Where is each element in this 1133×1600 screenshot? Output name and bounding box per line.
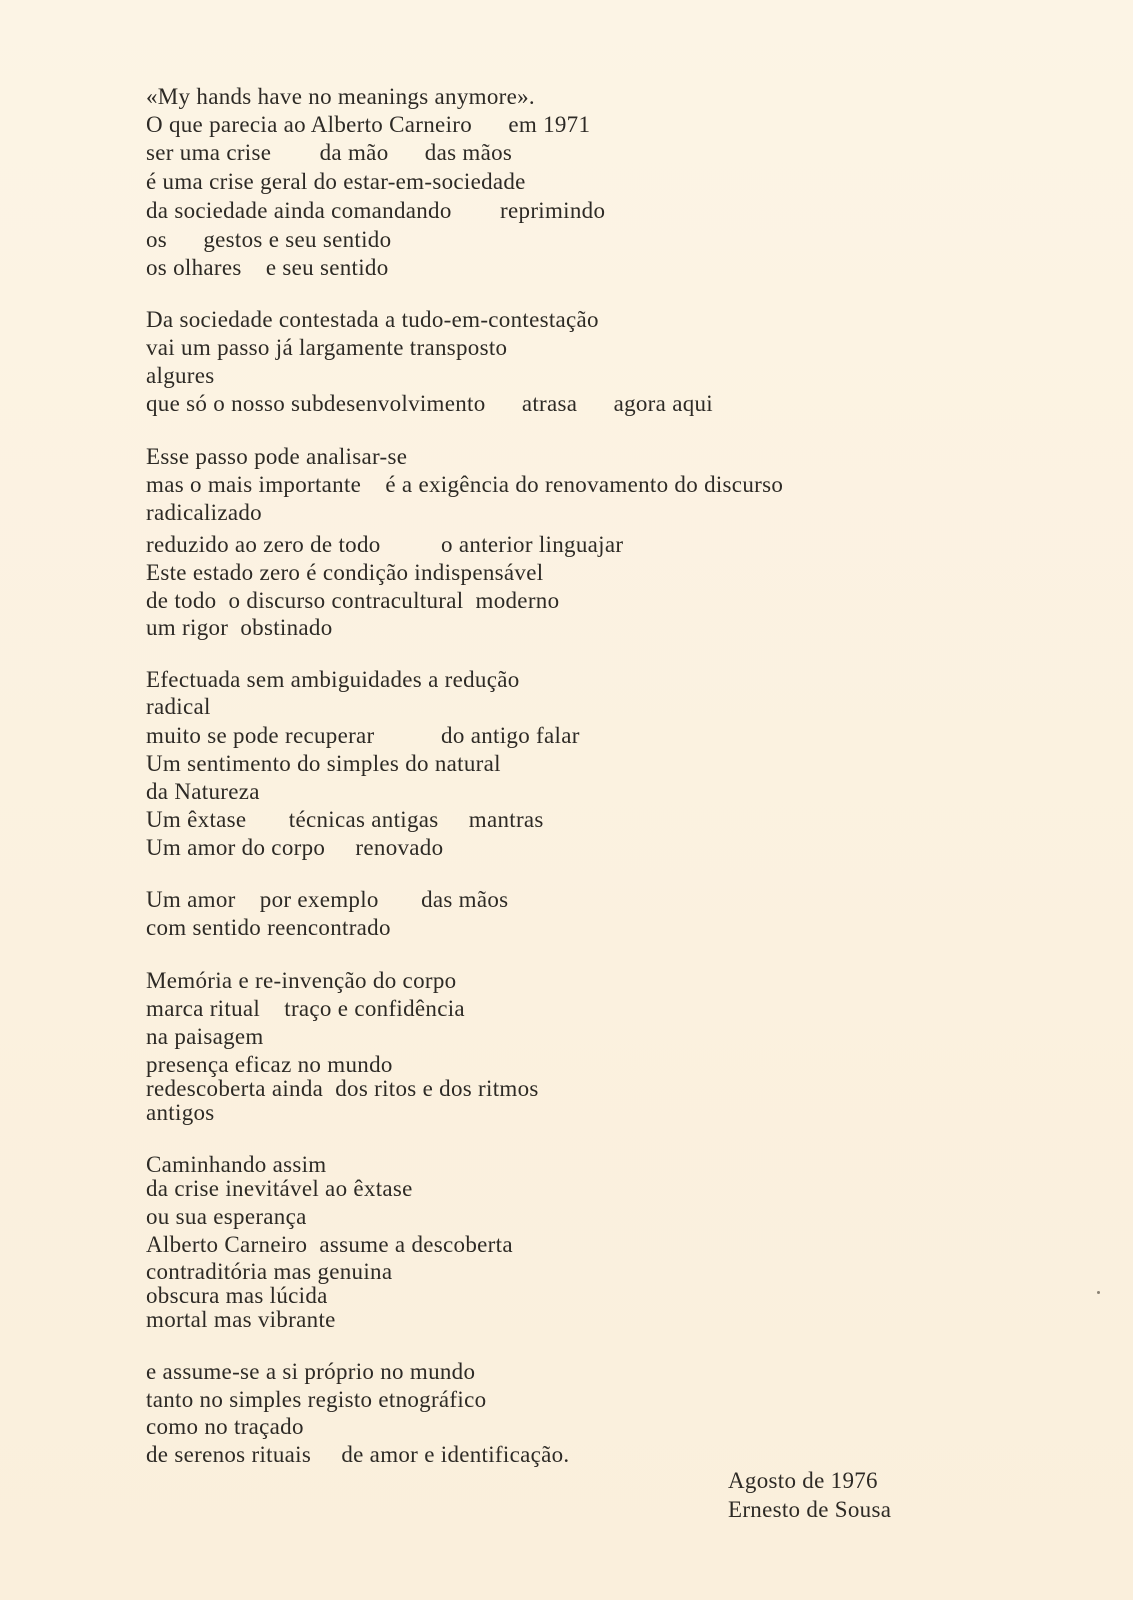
poem-line: radicalizado	[146, 500, 262, 525]
poem-line: antigos	[146, 1100, 215, 1125]
poem-line: muito se pode recuperar do antigo falar	[146, 723, 580, 748]
poem-line: Um sentimento do simples do natural	[146, 751, 501, 776]
signature-date: Agosto de 1976	[728, 1468, 878, 1493]
poem-line: Esse passo pode analisar-se	[146, 444, 408, 469]
poem-line: da sociedade ainda comandando reprimindo	[146, 198, 606, 223]
paper-speck	[1097, 1291, 1100, 1294]
poem-line: radical	[146, 694, 211, 719]
signature-author: Ernesto de Sousa	[728, 1497, 892, 1522]
poem-line: Caminhando assim	[146, 1152, 327, 1177]
poem-line: de todo o discurso contracultural moderno	[146, 588, 560, 613]
poem-line: tanto no simples registo etnográfico	[146, 1387, 487, 1412]
poem-line: «My hands have no meanings anymore».	[146, 84, 535, 109]
poem-line: da crise inevitável ao êxtase	[146, 1176, 413, 1201]
poem-line: é uma crise geral do estar-em-sociedade	[146, 169, 526, 194]
poem-line: Alberto Carneiro assume a descoberta	[146, 1232, 513, 1257]
poem-line: reduzido ao zero de todo o anterior linguajar	[146, 532, 624, 557]
poem-line: contraditória mas genuina	[146, 1259, 393, 1284]
poem-line: que só o nosso subdesenvolvimento atrasa agora aqui	[146, 391, 713, 416]
poem-line: os olhares e seu sentido	[146, 255, 389, 280]
poem-line: os gestos e seu sentido	[146, 227, 392, 252]
poem-line: redescoberta ainda dos ritos e dos ritmos	[146, 1076, 539, 1101]
poem-line: algures	[146, 363, 215, 388]
poem-line: presença eficaz no mundo	[146, 1052, 393, 1077]
poem-line: com sentido reencontrado	[146, 915, 391, 940]
poem-line: mortal mas vibrante	[146, 1307, 336, 1332]
poem-line: Este estado zero é condição indispensável	[146, 560, 544, 585]
poem-line: e assume-se a si próprio no mundo	[146, 1359, 476, 1384]
poem-line: Um amor por exemplo das mãos	[146, 887, 509, 912]
poem-line: Efectuada sem ambiguidades a redução	[146, 667, 520, 692]
poem-line: vai um passo já largamente transposto	[146, 335, 508, 360]
poem-line: Memória e re-invenção do corpo	[146, 968, 457, 993]
poem-line: O que parecia ao Alberto Carneiro em 1971	[146, 112, 591, 137]
poem-line: Um amor do corpo renovado	[146, 835, 444, 860]
poem-line: Da sociedade contestada a tudo-em-contestação	[146, 307, 599, 332]
poem-line: obscura mas lúcida	[146, 1283, 328, 1308]
poem-line: ser uma crise da mão das mãos	[146, 140, 513, 165]
poem-line: na paisagem	[146, 1024, 264, 1049]
poem-line: um rigor obstinado	[146, 615, 333, 640]
poem-line: de serenos rituais de amor e identificação.	[146, 1442, 570, 1467]
poem-line: da Natureza	[146, 779, 260, 804]
poem-line: ou sua esperança	[146, 1204, 307, 1229]
poem-line: Um êxtase técnicas antigas mantras	[146, 807, 544, 832]
poem-line: como no traçado	[146, 1414, 304, 1439]
poem-line: marca ritual traço e confidência	[146, 996, 465, 1021]
poem-line: mas o mais importante é a exigência do renovamento do discurso	[146, 472, 784, 497]
